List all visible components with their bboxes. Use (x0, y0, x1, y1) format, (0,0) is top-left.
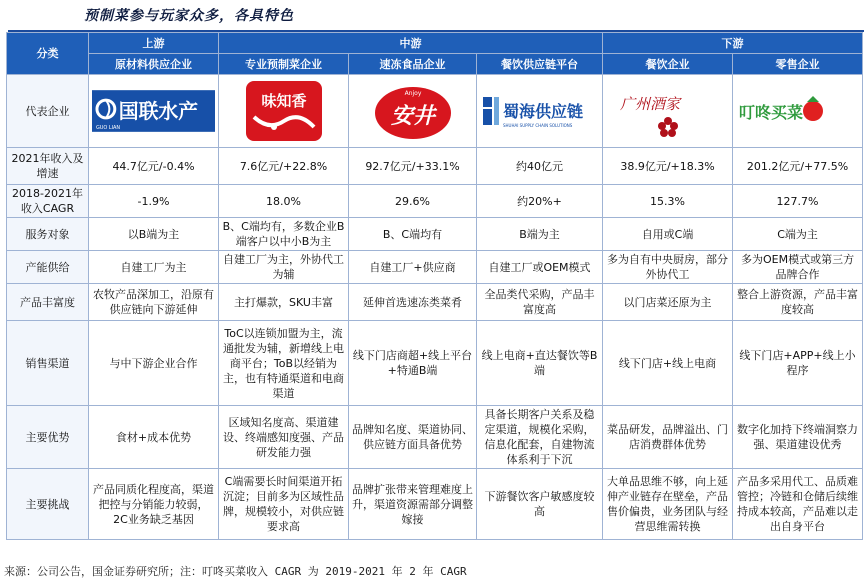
table-cell: 产品多采用代工、品质难管控；冷链和仓储后续维持成本较高，产品难以走出自身平台 (733, 469, 863, 540)
logo-text: 叮咚买菜 (738, 103, 803, 122)
table-cell: 线下门店商超+线上平台+特通B端 (349, 321, 477, 406)
table-cell: 自建工厂+供应商 (349, 251, 477, 284)
table-cell: 线下门店+APP+线上小程序 (733, 321, 863, 406)
table-cell: 菜品研发，品牌溢出、门店消费群体优势 (603, 406, 733, 469)
table-cell: 主打爆款，SKU丰富 (219, 284, 349, 321)
comparison-table (6, 32, 863, 540)
table-cell: 约40亿元 (477, 148, 603, 185)
table-cell: 食材+成本优势 (89, 406, 219, 469)
stage-midstream: 中游 (219, 33, 603, 54)
row-label: 服务对象 (7, 218, 89, 251)
sub-header: 餐饮供应链平台 (477, 54, 603, 75)
table-row (7, 321, 863, 406)
logo-cell (477, 75, 603, 148)
table-cell: 7.6亿元/+22.8% (219, 148, 349, 185)
table-row (7, 284, 863, 321)
row-label: 产品丰富度 (7, 284, 89, 321)
sub-header-row (7, 54, 863, 75)
table-cell: C端为主 (733, 218, 863, 251)
table-cell: B、C端均有 (349, 218, 477, 251)
row-label: 销售渠道 (7, 321, 89, 406)
category-header: 分类 (7, 33, 89, 75)
table-cell: 线上电商+直达餐饮等B端 (477, 321, 603, 406)
table-cell: 多为OEM模式或第三方品牌合作 (733, 251, 863, 284)
logo-cell (219, 75, 349, 148)
shuhai-logo (480, 79, 599, 143)
row-label: 代表企业 (7, 75, 89, 148)
sub-header: 餐饮企业 (603, 54, 733, 75)
source-note: 来源：公司公告，国金证券研究所；注：叮咚买菜收入 CAGR 为 2019-2021 年 2 年 CAGR (4, 565, 467, 578)
table-cell: 29.6% (349, 185, 477, 218)
table-cell: 大单品思维不够，向上延伸产业链存在壁垒，产品售价偏贵，业务团队与经营思维需转换 (603, 469, 733, 540)
logo-cell (733, 75, 863, 148)
table-cell: B、C端均有，多数企业B端客户以中小B为主 (219, 218, 349, 251)
table-cell: C端需要长时间渠道开拓沉淀；目前多为区域性品牌，规模较小，对供应链要求高 (219, 469, 349, 540)
anjoy-logo (352, 79, 473, 143)
logo-cell (603, 75, 733, 148)
sub-header: 零售企业 (733, 54, 863, 75)
row-label: 产能供给 (7, 251, 89, 284)
table-row (7, 406, 863, 469)
row-label: 主要挑战 (7, 469, 89, 540)
table-cell: B端为主 (477, 218, 603, 251)
weizhixiang-logo (222, 79, 345, 143)
table-cell: ToC以连锁加盟为主，流通批发为辅，新增线上电商平台；ToB以经销为主，也有特通渠道和电商渠道 (219, 321, 349, 406)
table-cell: 44.7亿元/-0.4% (89, 148, 219, 185)
table-cell: 产品同质化程度高，渠道把控与分销能力较弱，2C业务缺乏基因 (89, 469, 219, 540)
table-cell: 延伸首选速冻类菜肴 (349, 284, 477, 321)
logo-row (7, 75, 863, 148)
logo-subtext: SHUHAI SUPPLY CHAIN SOLUTIONS (502, 123, 572, 128)
table-cell: 下游餐饮客户敏感度较高 (477, 469, 603, 540)
table-cell: 38.9亿元/+18.3% (603, 148, 733, 185)
table-cell: 以门店菜还原为主 (603, 284, 733, 321)
logo-text: 国联水产 (118, 99, 199, 123)
table-cell: 自建工厂为主，外协代工为辅 (219, 251, 349, 284)
table-cell: 线下门店+线上电商 (603, 321, 733, 406)
table-row (7, 148, 863, 185)
table-row (7, 469, 863, 540)
table-cell: 约20%+ (477, 185, 603, 218)
table-cell: 全品类代采购，产品丰富度高 (477, 284, 603, 321)
row-label: 主要优势 (7, 406, 89, 469)
table-cell: 127.7% (733, 185, 863, 218)
table-cell: 品牌知名度、渠道协同、供应链方面具备优势 (349, 406, 477, 469)
stage-header-row (7, 33, 863, 54)
row-label: 2021年收入及增速 (7, 148, 89, 185)
logo-text: 广州酒家 (619, 95, 680, 113)
table-cell: 18.0% (219, 185, 349, 218)
stage-downstream: 下游 (603, 33, 863, 54)
table-cell: 与中下游企业合作 (89, 321, 219, 406)
table-row (7, 185, 863, 218)
table-cell: 92.7亿元/+33.1% (349, 148, 477, 185)
table-cell: 自建工厂或OEM模式 (477, 251, 603, 284)
sub-header: 原材料供应企业 (89, 54, 219, 75)
sub-header: 速冻食品企业 (349, 54, 477, 75)
sub-header: 专业预制菜企业 (219, 54, 349, 75)
table-cell: 区域知名度高、渠道建设、终端感知度强、产品研发能力强 (219, 406, 349, 469)
table-cell: 整合上游资源，产品丰富度较高 (733, 284, 863, 321)
logo-cell (89, 75, 219, 148)
table-cell: 具备长期客户关系及稳定渠道，规模化采购，信息化配套，自建物流体系利于下沉 (477, 406, 603, 469)
table-cell: 数字化加持下终端洞察力强、渠道建设优秀 (733, 406, 863, 469)
table-cell: -1.9% (89, 185, 219, 218)
logo-cell (349, 75, 477, 148)
table-row (7, 218, 863, 251)
logo-text: 蜀海供应链 (502, 102, 583, 121)
table-cell: 201.2亿元/+77.5% (733, 148, 863, 185)
stage-upstream: 上游 (89, 33, 219, 54)
table-cell: 农牧产品深加工，沿原有供应链向下游延伸 (89, 284, 219, 321)
table-cell: 自建工厂为主 (89, 251, 219, 284)
logo-subtext: GUO LIAN (95, 124, 121, 131)
logo-subtext: Anjoy (404, 90, 421, 97)
table-row (7, 251, 863, 284)
guangzhou-restaurant-logo (606, 79, 729, 143)
guolian-logo (92, 79, 215, 143)
logo-text: 安井 (390, 103, 435, 129)
table-cell: 多为自有中央厨房，部分外协代工 (603, 251, 733, 284)
table-cell: 品牌扩张带来管理难度上升，渠道资源需部分调整嫁接 (349, 469, 477, 540)
table-cell: 以B端为主 (89, 218, 219, 251)
logo-text: 味知香 (260, 92, 307, 110)
table-cell: 15.3% (603, 185, 733, 218)
row-label: 2018-2021年收入CAGR (7, 185, 89, 218)
page-title: 预制菜参与玩家众多，各具特色 (84, 8, 294, 24)
table-cell: 自用或C端 (603, 218, 733, 251)
dingdong-logo (736, 79, 859, 143)
